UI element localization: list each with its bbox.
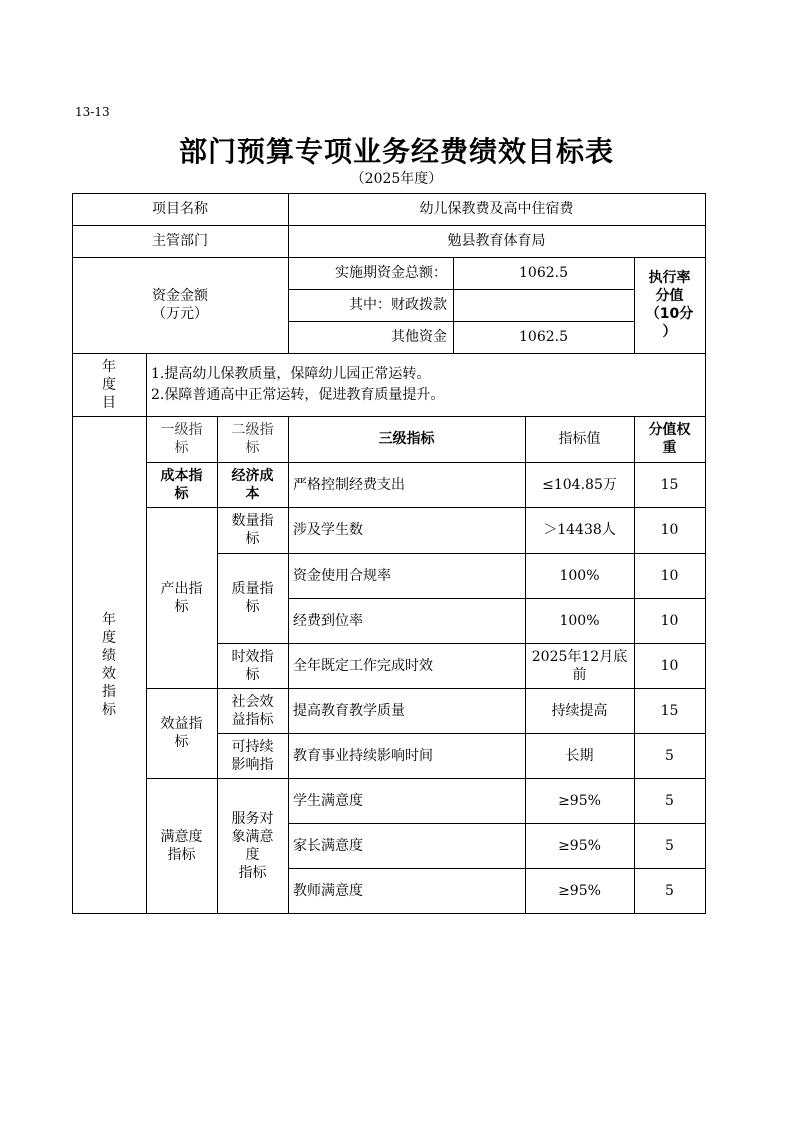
header-value: 指标值 (558, 431, 601, 447)
table-rule (288, 321, 635, 322)
indicator-name: 家长满意度 (293, 837, 363, 854)
funds-label: 资金金额 （万元） (152, 288, 208, 322)
indicator-value: ≥95% (558, 792, 601, 809)
indicator-name: 全年既定工作完成时效 (293, 657, 433, 674)
indicator-weight: 10 (660, 612, 679, 629)
table-rule (146, 507, 706, 508)
funds-fiscal-label: 其中：财政拨款 (349, 297, 447, 313)
table-rule (634, 257, 635, 354)
table-rule (72, 225, 706, 226)
funds-other-value: 1062.5 (519, 329, 568, 345)
table-rule (72, 193, 706, 194)
header-weight: 分值权 重 (648, 422, 691, 456)
level1-satisfaction: 满意度 指标 (160, 828, 203, 863)
indicator-weight: 5 (665, 747, 674, 764)
funds-total-label: 实施期资金总额： (335, 265, 447, 281)
table-rule (146, 778, 706, 779)
level2-timeliness: 时效指 标 (231, 648, 274, 683)
table-rule (288, 289, 635, 290)
table-rule (288, 598, 706, 599)
level2-service-satisfaction: 服务对 象满意 度 指标 (231, 810, 274, 881)
level2-economic-cost: 经济成 本 (231, 467, 274, 502)
indicator-weight: 5 (665, 837, 674, 854)
table-rule (217, 416, 218, 914)
indicator-weight: 5 (665, 882, 674, 899)
level2-quality: 质量指 标 (231, 581, 274, 615)
indicator-weight: 5 (665, 792, 674, 809)
dept-value: 勉县教育体育局 (447, 233, 546, 249)
level1-cost: 成本指 标 (160, 467, 203, 502)
table-rule (288, 193, 289, 354)
indicator-name: 教育事业持续影响时间 (293, 747, 433, 764)
table-rule (525, 416, 526, 914)
indicator-weight: 15 (660, 476, 679, 493)
level2-social-benefit: 社会效 益指标 (231, 693, 274, 728)
table-rule (217, 553, 706, 554)
indicator-name: 教师满意度 (293, 882, 363, 899)
table-rule (72, 353, 706, 354)
table-rule (146, 353, 147, 914)
table-rule (146, 462, 706, 463)
level2-quantity: 数量指 标 (231, 513, 274, 547)
header-level1: 一级指 标 (160, 422, 203, 456)
indicator-name: 提高教育教学质量 (293, 702, 405, 719)
indicator-weight: 10 (660, 567, 679, 584)
indicator-value: 长期 (565, 747, 594, 764)
indicator-value: ＞14438人 (543, 522, 616, 538)
indicator-weight: 10 (660, 522, 679, 538)
indicator-name: 资金使用合规率 (293, 567, 391, 584)
funds-other-label: 其他资金 (391, 329, 447, 345)
indicator-name: 经费到位率 (293, 612, 363, 629)
indicator-weight: 10 (660, 657, 679, 674)
indicator-value: ≥95% (558, 882, 601, 899)
indicators-section-label: 年 度 绩 效 指 标 (102, 611, 116, 718)
funds-total-value: 1062.5 (519, 265, 568, 281)
level1-output: 产出指 标 (160, 580, 203, 615)
dept-label: 主管部门 (152, 233, 208, 249)
project-name-value: 幼儿保教费及高中住宿费 (419, 201, 574, 217)
indicator-name: 学生满意度 (293, 792, 363, 809)
project-name-label: 项目名称 (152, 201, 208, 217)
table-rule (288, 416, 289, 914)
indicator-value: 持续提高 (551, 702, 608, 719)
indicator-value: 100% (559, 612, 600, 629)
header-level3: 三级指标 (378, 431, 435, 447)
page-subtitle: （2025年度） (350, 171, 443, 187)
header-level2: 二级指 标 (231, 422, 274, 456)
table-rule (72, 193, 73, 914)
page-title: 部门预算专项业务经费绩效目标表 (178, 135, 614, 168)
exec-rate-label: 执行率 分值 （10分 ） (645, 270, 694, 340)
table-rule (453, 257, 454, 354)
table-rule (146, 688, 706, 689)
page-code: 13-13 (75, 105, 110, 119)
indicator-name: 涉及学生数 (293, 522, 363, 538)
level2-sustainable: 可持续 影响指 (231, 738, 274, 773)
annual-goal-line: 1.提高幼儿保教质量，保障幼儿园正常运转。 (151, 366, 431, 382)
indicator-value: 100% (559, 567, 600, 584)
table-rule (634, 416, 635, 914)
funds-fiscal-value (453, 289, 634, 321)
indicator-value: 2025年12月底 前 (531, 648, 628, 683)
table-rule (288, 868, 706, 869)
table-rule (72, 416, 706, 417)
table-rule (217, 643, 706, 644)
indicator-value: ≤104.85万 (542, 476, 617, 493)
table-rule (72, 913, 706, 914)
annual-goal-label: 年 度 目 (102, 358, 116, 411)
indicator-name: 严格控制经费支出 (293, 476, 405, 493)
indicator-value: ≥95% (558, 837, 601, 854)
level1-benefit: 效益指 标 (160, 716, 203, 750)
table-rule (217, 733, 706, 734)
indicator-weight: 15 (660, 702, 679, 719)
table-rule (72, 257, 706, 258)
annual-goal-line: 2.保障普通高中正常运转，促进教育质量提升。 (151, 387, 445, 403)
table-rule (288, 823, 706, 824)
